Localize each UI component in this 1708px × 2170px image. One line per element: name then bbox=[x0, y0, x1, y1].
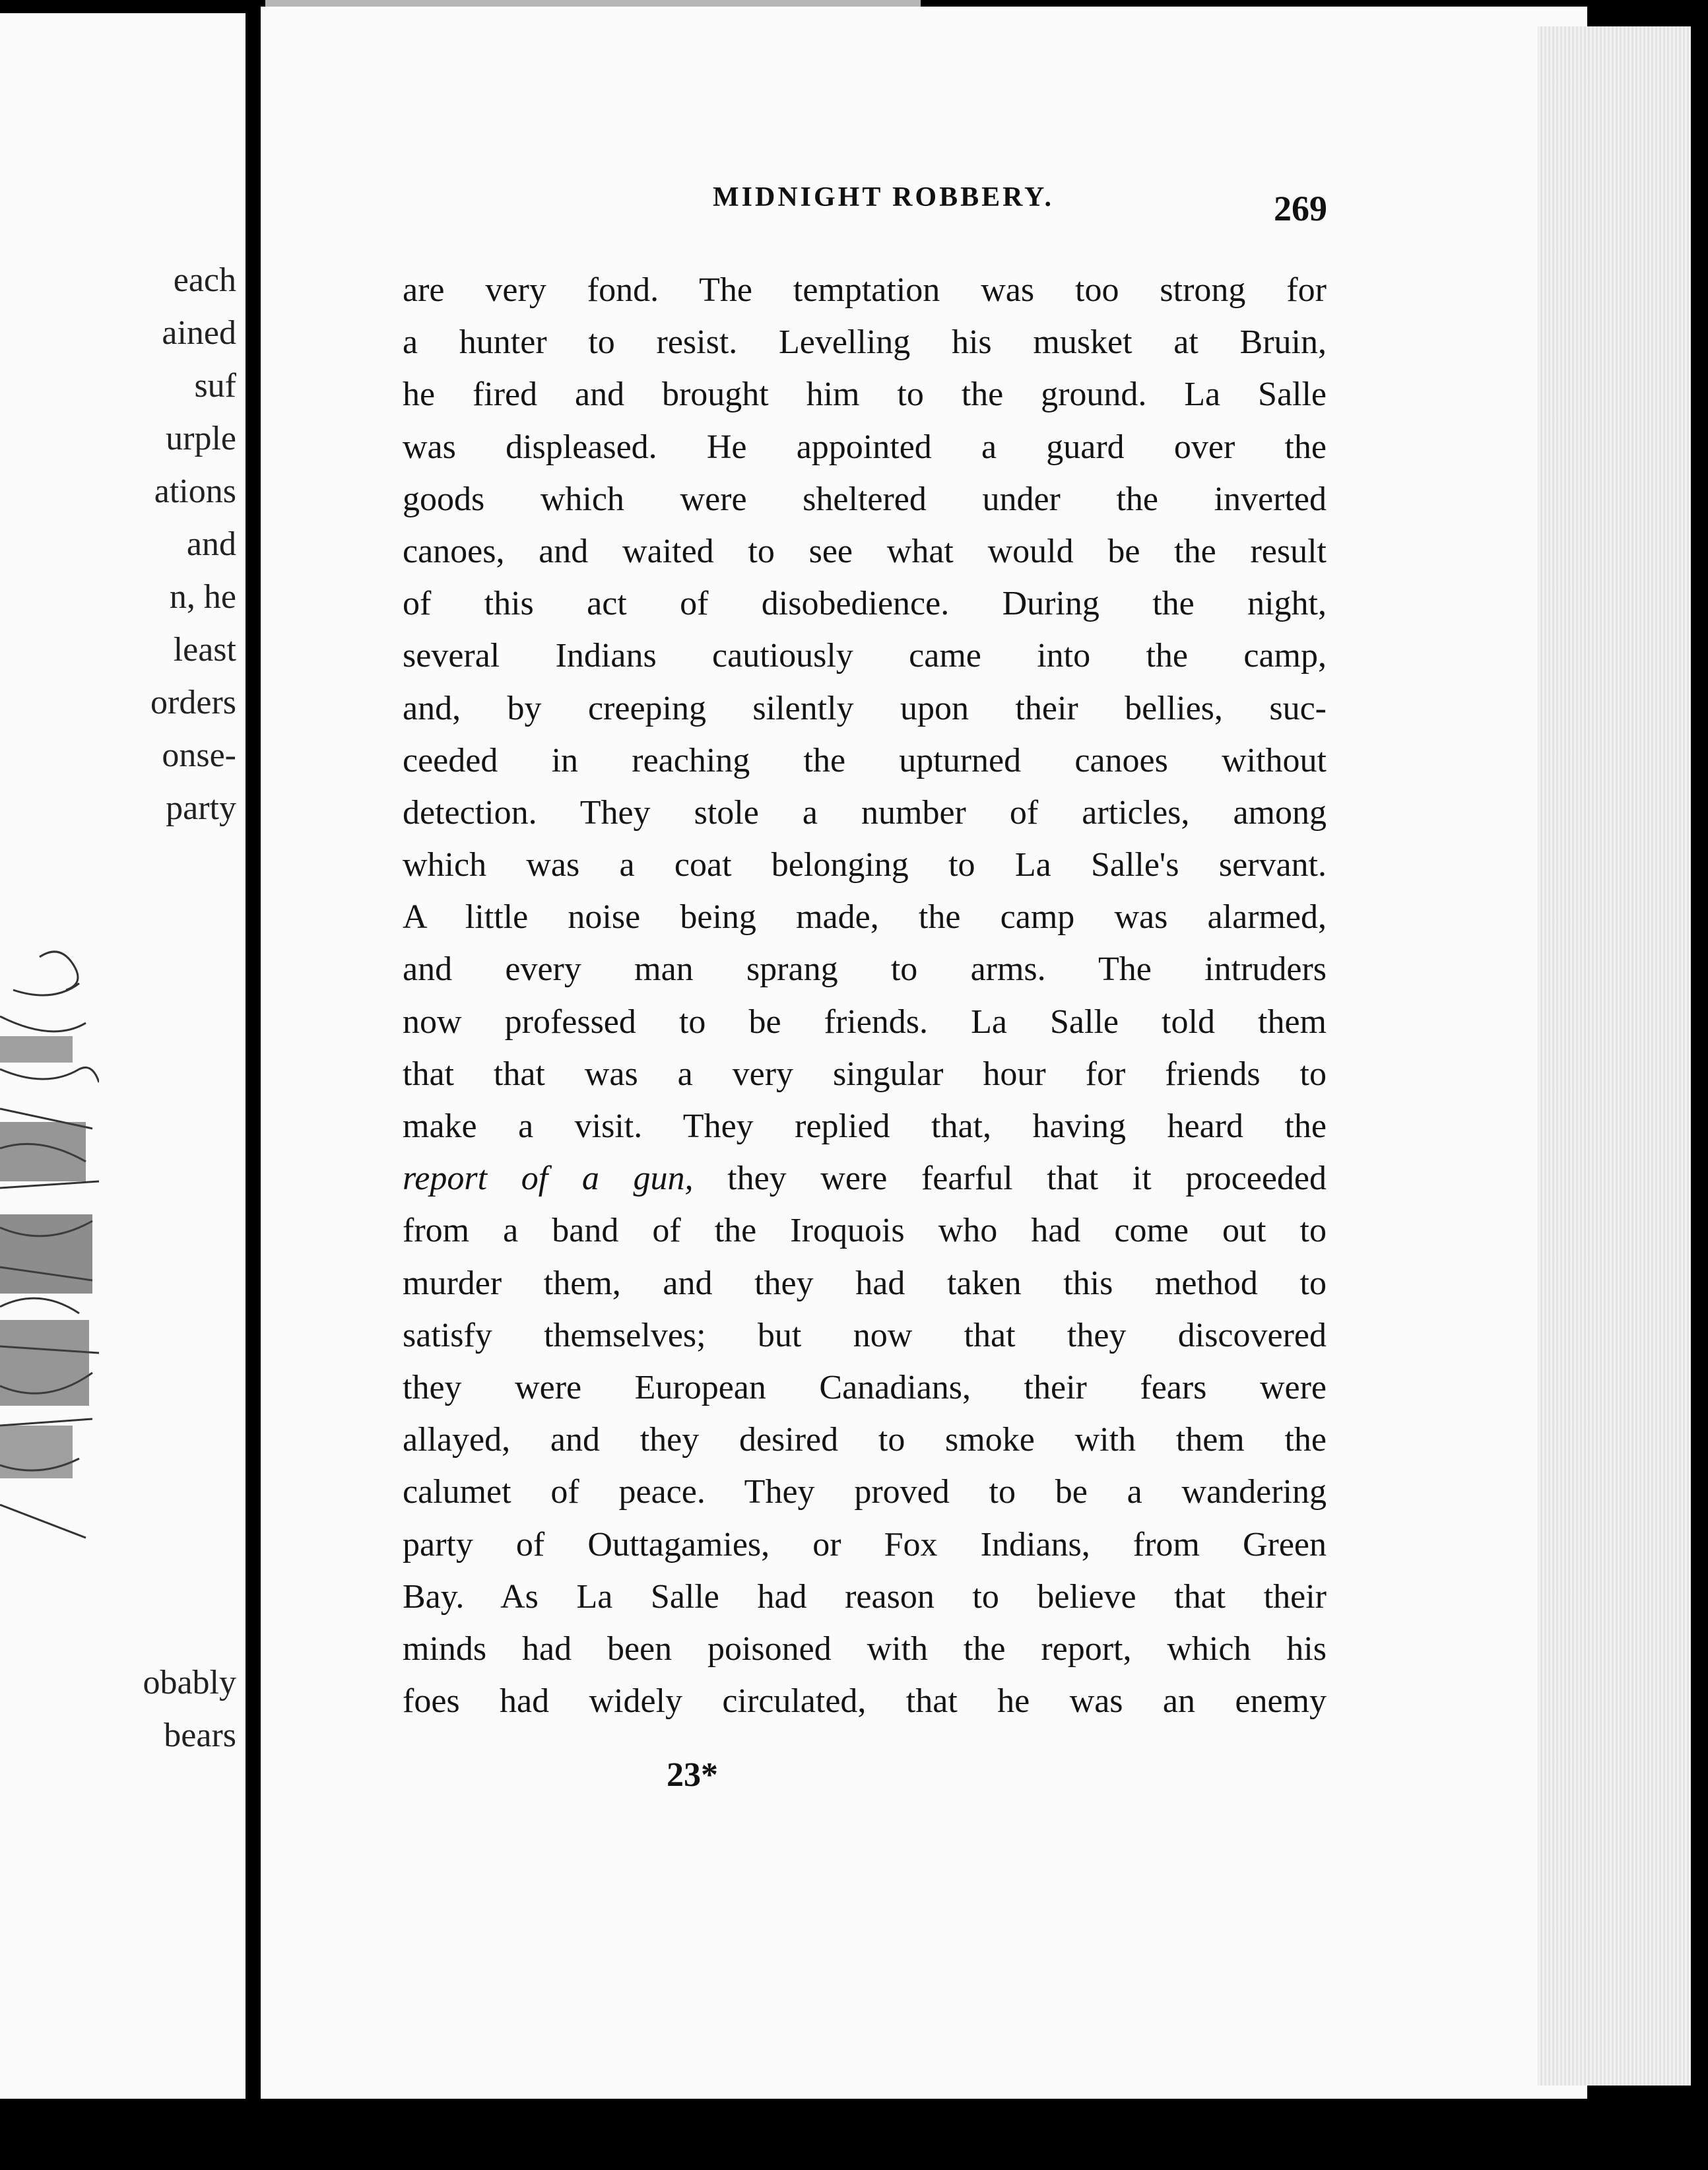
left-page-line: obably bbox=[143, 1664, 236, 1701]
page-number: 269 bbox=[1274, 189, 1327, 228]
text-line: he fired and brought him to the ground. La Salle bbox=[403, 376, 1327, 414]
text-line: minds had been poisoned with the report, which his bbox=[403, 1629, 1327, 1668]
text-line: was displeased. He appointed a guard over the bbox=[403, 428, 1327, 466]
running-head: MIDNIGHT ROBBERY. bbox=[713, 182, 1054, 213]
left-page-line: suf bbox=[194, 367, 236, 405]
italic-phrase: report of a gun, bbox=[403, 1160, 694, 1198]
text-line: make a visit. They replied that, having heard the bbox=[403, 1107, 1327, 1145]
text-line: satisfy themselves; but now that they discovered bbox=[403, 1316, 1327, 1354]
text-line: canoes, and waited to see what would be the result bbox=[403, 532, 1327, 570]
text-line: from a band of the Iroquois who had come out to bbox=[403, 1212, 1327, 1250]
text-line: which was a coat belonging to La Salle's servant. bbox=[403, 846, 1327, 884]
left-page bbox=[0, 13, 246, 2099]
text-line: party of Outtagamies, or Fox Indians, from Green bbox=[403, 1525, 1327, 1563]
left-page-line: ained bbox=[162, 314, 236, 352]
left-page-line: onse- bbox=[162, 737, 236, 774]
line-remainder: they were fearful that it proceeded bbox=[693, 1160, 1327, 1198]
text-line: allayed, and they desired to smoke with them the bbox=[403, 1421, 1327, 1459]
text-line: of this act of disobedience. During the night, bbox=[403, 585, 1327, 623]
text-line: Bay. As La Salle had reason to believe that their bbox=[403, 1577, 1327, 1616]
scan-bottom-border bbox=[0, 2099, 1708, 2170]
page-fore-edge bbox=[1538, 26, 1691, 2086]
text-line: are very fond. The temptation was too strong for bbox=[403, 271, 1327, 309]
left-page-line: each bbox=[173, 261, 236, 299]
left-page-line: n, he bbox=[169, 578, 236, 616]
text-line: now professed to be friends. La Salle told them bbox=[403, 1003, 1327, 1041]
text-line: detection. They stole a number of articles, among bbox=[403, 793, 1327, 832]
text-line: A little noise being made, the camp was alarmed, bbox=[403, 898, 1327, 937]
text-line: goods which were sheltered under the inverted bbox=[403, 480, 1327, 518]
text-line: foes had widely circulated, that he was an enemy bbox=[403, 1682, 1327, 1721]
text-line: murder them, and they had taken this method to bbox=[403, 1264, 1327, 1302]
left-page-line: party bbox=[166, 789, 236, 827]
left-page-line: least bbox=[173, 631, 236, 669]
text-line: and every man sprang to arms. The intruders bbox=[403, 950, 1327, 989]
left-page-line: bears bbox=[164, 1717, 236, 1754]
text-line: they were European Canadians, their fears were bbox=[403, 1368, 1327, 1406]
text-line: a hunter to resist. Levelling his musket at Bruin, bbox=[403, 323, 1327, 362]
text-line-with-italic bbox=[403, 1152, 1327, 1204]
engraving-illustration bbox=[0, 937, 99, 1571]
text-line: calumet of peace. They proved to be a wandering bbox=[403, 1473, 1327, 1511]
left-page-line: urple bbox=[166, 420, 236, 457]
signature-mark: 23* bbox=[667, 1756, 718, 1794]
left-page-line: ations bbox=[154, 473, 236, 510]
body-text bbox=[403, 264, 1327, 1727]
text-line: and, by creeping silently upon their bellies, suc- bbox=[403, 689, 1327, 727]
left-page-line: and bbox=[186, 525, 236, 563]
left-page-line: orders bbox=[150, 684, 236, 721]
text-line: ceeded in reaching the upturned canoes without bbox=[403, 741, 1327, 779]
text-line: several Indians cautiously came into the camp, bbox=[403, 637, 1327, 675]
text-line: that that was a very singular hour for friends to bbox=[403, 1055, 1327, 1093]
